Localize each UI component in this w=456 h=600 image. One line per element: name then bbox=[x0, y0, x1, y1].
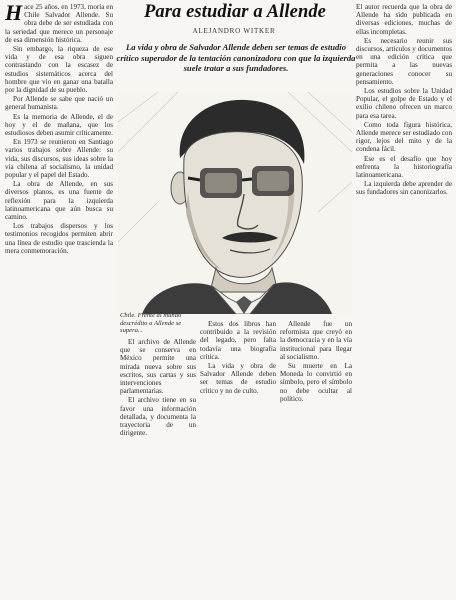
right-paragraph: Ese es el desafío que hoy enfrenta la historiografía latinoamericana. bbox=[356, 154, 452, 180]
left-paragraph bbox=[5, 3, 113, 44]
left-paragraph-text: ace 25 años, en 1973, moría en Chile Salvador Allende. Su obra debe de ser estudiada con la seriedad que merece un personaje de esa dimensión histórica. bbox=[5, 3, 113, 44]
c1-paragraph: El archivo de Allende que se conserva en México permite una mirada nueva sobre sus escritos, sus cartas y sus intervenciones parlamentarias. bbox=[120, 338, 196, 396]
left-paragraph: Por Allende se sabe que nació un general humanista. bbox=[5, 95, 113, 112]
article-deck: La vida y obra de Salvador Allende deben ser temas de estudio crítico superador de la tentación canonizadora con que la izquierda suele tratar a sus fundadores. bbox=[116, 42, 356, 74]
left-paragraph: En 1973 se reunieron en Santiago varios trabajos sobre Allende: su vida, sus discursos, sus ideas sobre la vía chilena al socialismo, la unidad popular y el papel del Estado. bbox=[5, 138, 113, 180]
c2-paragraph: La vida y obra de Salvador Allende deben ser temas de estudio crítico y no de culto. bbox=[200, 362, 276, 395]
c3-paragraph: Su muerte en La Moneda lo convirtió en símbolo, pero el símbolo no debe ocultar al político. bbox=[280, 362, 352, 403]
left-paragraph: La obra de Allende, en sus diversos planos, es una fuente de reflexión para la izquierda latinoamericana que aún busca su camino. bbox=[5, 180, 113, 222]
center-column-2 bbox=[200, 320, 276, 598]
article-byline: ALEJANDRO WITKER bbox=[192, 27, 276, 35]
c3-paragraph: Allende fue un reformista que creyó en la democracia y en la vía institucional para llegar al socialismo. bbox=[280, 320, 352, 361]
c1-paragraph: El archivo tiene en su favor una información detallada, y documenta la trayectoria de un dirigente. bbox=[120, 396, 196, 438]
right-paragraph: La izquierda debe aprender de sus fundadores sin canonizarlos. bbox=[356, 180, 452, 197]
allende-portrait bbox=[118, 92, 352, 314]
left-column bbox=[5, 3, 113, 598]
right-paragraph: Como toda figura histórica, Allende merece ser estudiado con rigor, lejos del mito y de la condena fácil. bbox=[356, 120, 452, 154]
right-paragraph: El autor recuerda que la obra de Allende ha sido publicada en diversas ediciones, muchas de ellas incompletas. bbox=[356, 3, 452, 36]
article-title: Para estudiar a Allende bbox=[144, 2, 326, 22]
c2-paragraph: Estos dos libros han contribuido a la revisión del legado, pero falta todavía una biografía crítica. bbox=[200, 320, 276, 361]
right-column bbox=[356, 3, 452, 598]
left-paragraph: Es la memoria de Allende, el de hoy y el de mañana, que los estudiosos deben asumir críticamente. bbox=[5, 112, 113, 138]
drop-cap: H bbox=[5, 3, 23, 25]
portrait-illustration bbox=[118, 92, 352, 314]
right-paragraph: Es necesario reunir sus discursos, artículos y documentos en una edición crítica que permita a las nuevas generaciones conocer su pensamiento. bbox=[356, 36, 452, 86]
left-paragraph: Sin embargo, la riqueza de ese vida y de esa obra siguen contrastando con la escasez de estudios sistemáticos acerca del hombre que vio en ganar una batalla por la dignidad de su pueblo. bbox=[5, 45, 113, 95]
left-paragraph: Los trabajos dispersos y los testimonios recogidos permiten abrir una línea de estudio que trascienda la mera conmemoración. bbox=[5, 222, 113, 255]
right-paragraph: Los estudios sobre la Unidad Popular, el golpe de Estado y el exilio chileno ofrecen un marco para esa tarea. bbox=[356, 87, 452, 120]
center-column-3 bbox=[280, 320, 352, 598]
center-column-1 bbox=[120, 338, 196, 598]
photo-caption: Chile. Frente al mundo descrédito a Allende se supera... bbox=[120, 312, 182, 335]
